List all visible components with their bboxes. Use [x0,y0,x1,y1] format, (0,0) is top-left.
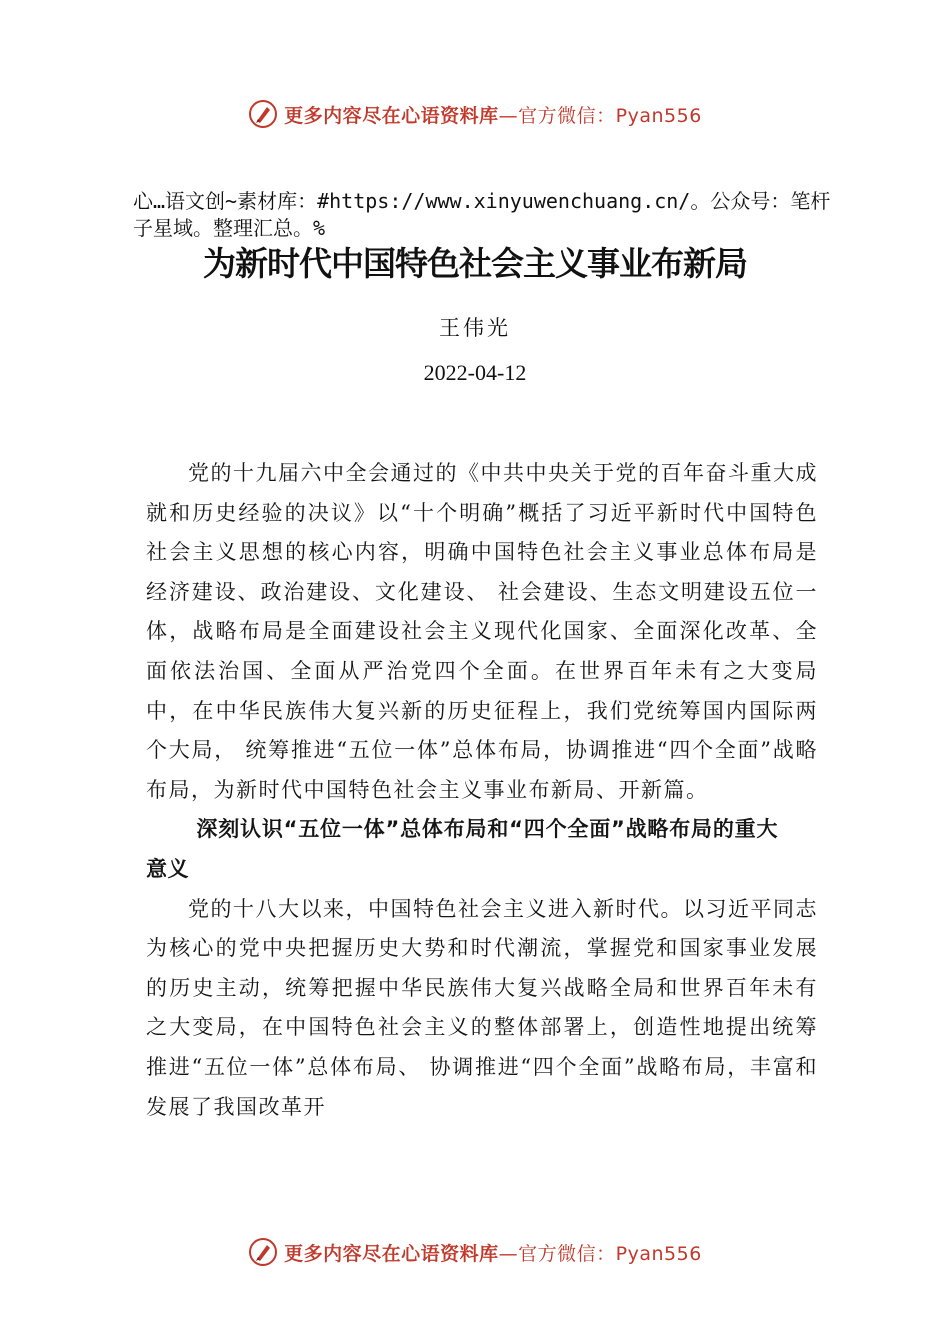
header-banner-main: 更多内容尽在心语资料库 [284,104,499,127]
pen-nib-seal-icon [248,1237,278,1267]
article-date: 2022-04-12 [423,360,527,385]
section-heading: 深刻认识“五位一体”总体布局和“四个全面”战略布局的重大意义 [146,817,778,881]
pen-nib-seal-icon [248,99,278,129]
footer-banner-text [284,1239,702,1266]
footer-banner-main: 更多内容尽在心语资料库 [284,1242,499,1265]
footer-banner [0,1230,950,1274]
paragraph: 党的十八大以来，中国特色社会主义进入新时代。以习近平同志为核心的党中央把握历史大势和时代潮流，掌握党和国家事业发展的历史主动，统筹把握中华民族伟大复兴战略全局和世界百年未有之大变局，在中国特色社会主义的整体部署上，创造性地提出统筹推进“五位一体”总体布局、 协调推进“四个全面”战略布局，丰富和发展了我国改革开 [146,896,818,1119]
header-banner-wechat: —官方微信：Pyan556 [498,104,702,127]
footer-banner-wechat: —官方微信：Pyan556 [498,1242,702,1265]
article-body [146,454,818,1127]
article-title: 为新时代中国特色社会主义事业布新局 [203,244,747,283]
paragraph: 党的十九届六中全会通过的《中共中央关于党的百年奋斗重大成就和历史经验的决议》以“十个明确”概括了习近平新时代中国特色社会主义思想的核心内容，明确中国特色社会主义事业总体布局是经济建设、政治建设、文化建设、 社会建设、生态文明建设五位一体，战略布局是全面建设社会主义现代化国家、全面深化改革、全面依法治国、全面从严治党四个全面。在世界百年未有之大变局中，在中华民族伟大复兴新的历史征程上，我们党统筹国内国际两个大局， 统筹推进“五位一体”总体布局，协调推进“四个全面”战略布局，为新时代中国特色社会主义事业布新局、开新篇。 [146,461,818,802]
source-note: 心…语文创~素材库：#https://www.xinyuwenchuang.cn/。公众号：笔杆子星域。整理汇总。% [133,189,831,240]
article-author: 王伟光 [439,316,511,340]
header-banner-text [284,101,702,128]
header-banner [0,92,950,136]
